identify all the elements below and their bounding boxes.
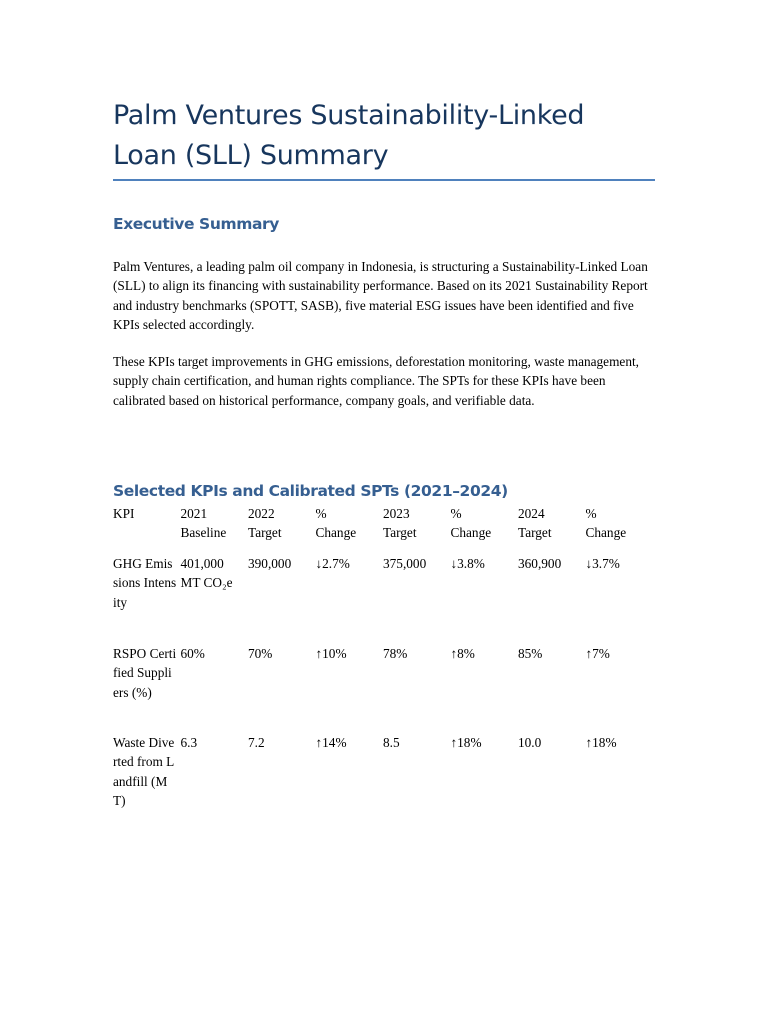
table-cell: ↓3.8%: [450, 556, 485, 571]
table-header-cell: 2022 Target: [248, 506, 282, 541]
table-cell: ↑8%: [450, 646, 475, 661]
table-header-cell: 2021 Baseline: [180, 506, 227, 541]
kpi-table: [113, 504, 655, 833]
table-cell: 401,000 MT CO₂e: [180, 556, 233, 591]
table-header-cell: % Change: [315, 506, 357, 541]
table-row: [113, 644, 655, 733]
table-cell: 360,900: [518, 556, 562, 571]
table-cell: ↓3.7%: [585, 556, 620, 571]
table-header-row: [113, 504, 655, 554]
table-cell: ↓2.7%: [315, 556, 350, 571]
table-cell: ↑18%: [450, 735, 482, 750]
table-row: [113, 733, 655, 833]
kpi-name-cell: GHG Emissions Intensity: [113, 556, 177, 610]
table-cell: ↑7%: [585, 646, 610, 661]
table-cell: ↑10%: [315, 646, 347, 661]
executive-summary-paragraph-1: Palm Ventures, a leading palm oil company in Indonesia, is structuring a Sustainability-Linked Loan (SLL) to align its financing with sustainability performance. Based on its 2021 Sustainability Report and industry benchmarks (SPOTT, SASB), five material ESG issues have been identified and five KPIs selected accordingly.: [113, 259, 648, 332]
table-cell: 85%: [518, 646, 543, 661]
table-cell: 6.3: [180, 735, 198, 750]
executive-summary-heading: Executive Summary: [113, 215, 279, 233]
table-cell: 78%: [383, 646, 408, 661]
table-cell: ↑18%: [585, 735, 617, 750]
table-cell: 7.2: [248, 735, 265, 750]
table-cell: 8.5: [383, 735, 400, 750]
table-cell: 375,000: [383, 556, 427, 571]
table-header-cell: 2024 Target: [518, 506, 552, 541]
table-cell: 390,000: [248, 556, 292, 571]
table-header-cell: % Change: [585, 506, 627, 541]
table-cell: 10.0: [518, 735, 542, 750]
kpi-table-heading: Selected KPIs and Calibrated SPTs (2021–2024): [113, 482, 508, 500]
table-cell: 70%: [248, 646, 273, 661]
table-header-cell: 2023 Target: [383, 506, 417, 541]
table-row: [113, 554, 655, 644]
executive-summary-paragraph-2: These KPIs target improvements in GHG emissions, deforestation monitoring, waste management, supply chain certification, and human rights compliance. The SPTs for these KPIs have been calibrated based on historical performance, company goals, and verifiable data.: [113, 354, 639, 408]
kpi-name-cell: Waste Diverted from Landfill (MT): [113, 735, 175, 808]
table-header-cell: % Change: [450, 506, 492, 541]
table-header-cell: KPI: [113, 506, 135, 521]
table-cell: 60%: [180, 646, 205, 661]
document-title: Palm Ventures Sustainability-Linked Loan (SLL) Summary: [113, 100, 585, 171]
table-cell: ↑14%: [315, 735, 347, 750]
title-divider: [113, 179, 655, 181]
kpi-name-cell: RSPO Certified Suppliers (%): [113, 646, 177, 700]
